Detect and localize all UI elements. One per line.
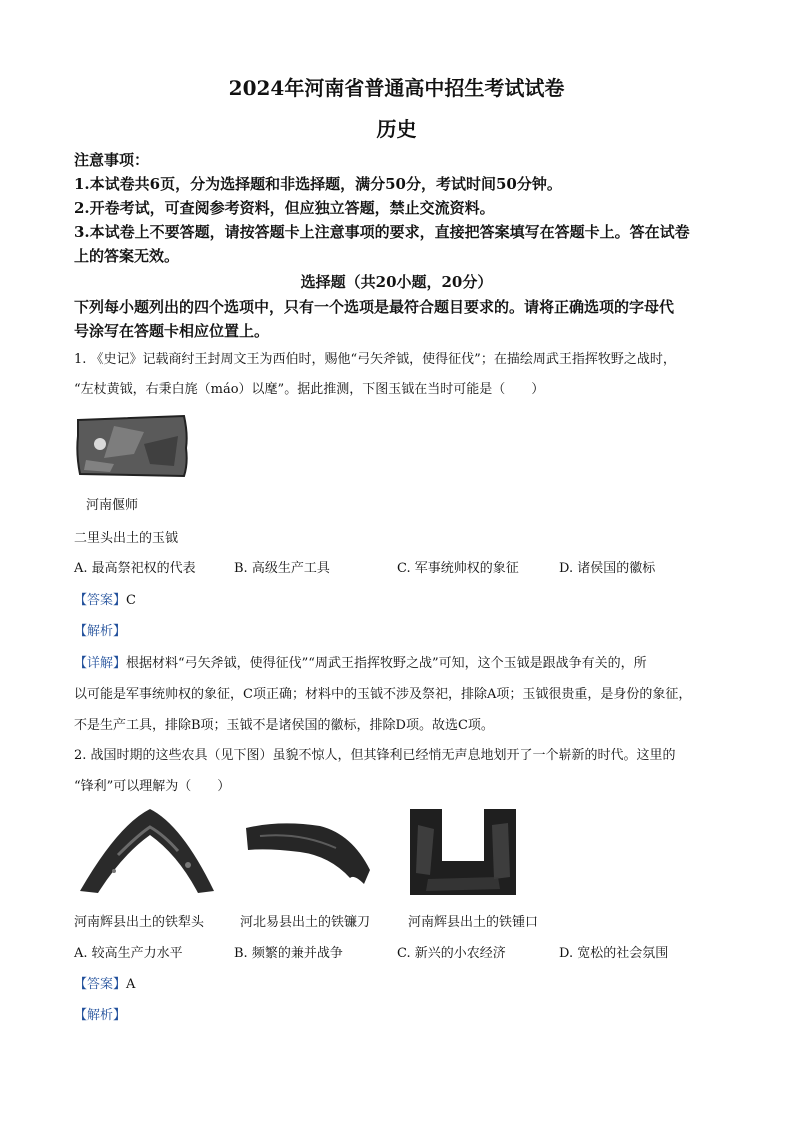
exam-title: 2024年河南省普通高中招生考试试卷: [228, 76, 565, 100]
q2-analysis-label: 【解析】: [74, 1008, 127, 1023]
q1-option-b[interactable]: B. 高级生产工具: [234, 561, 330, 576]
q1-option-a[interactable]: A. 最高祭祀权的代表: [74, 561, 196, 576]
q2-option-a[interactable]: A. 较高生产力水平: [74, 946, 183, 961]
subject-title: 历史: [376, 117, 417, 141]
answer-value: C: [126, 593, 136, 608]
q1-image-caption: 二里头出土的玉钺: [74, 531, 179, 546]
iron-sickle-image: [240, 818, 375, 890]
q1-stem: “左杖黄钺，右秉白旄（máo）以麾”。据此推测，下图玉钺在当时可能是（ ）: [74, 382, 545, 397]
jade-yue-image: [74, 414, 192, 480]
q2-stem: “锋利”可以理解为（ ）: [74, 779, 231, 794]
q2-option-d[interactable]: D. 宽松的社会氛围: [559, 946, 669, 961]
q1-answer: [74, 589, 136, 608]
notice-heading: 注意事项：: [74, 151, 150, 169]
section-instruction: 下列每小题列出的四个选项中，只有一个选项是最符合题目要求的。请将正确选项的字母代: [74, 298, 675, 316]
q1-detail: [74, 652, 647, 671]
q2-stem: 2. 战国时期的这些农具（见下图）虽貌不惊人，但其锋利已经悄无声息地划开了一个崭新的时代。这里的: [74, 748, 676, 763]
q1-image-caption: 河南偃师: [86, 498, 139, 513]
detail-text: 根据材料“弓矢斧钺，使得征伐”“周武王指挥牧野之战”可知，这个玉钺是跟战争有关的，所: [126, 656, 647, 671]
answer-label: 【答案】: [74, 977, 127, 992]
notice-item: 上的答案无效。: [74, 247, 180, 265]
q1-detail-line: 不是生产工具，排除B项；玉钺不是诸侯国的徽标，排除D项。故选C项。: [74, 718, 494, 733]
q2-image-caption: 河北易县出土的铁镰刀: [240, 915, 371, 930]
notice-item: 3.本试卷上不要答题，请按答题卡上注意事项的要求，直接把答案填写在答题卡上。答在试卷: [74, 223, 690, 241]
answer-value: A: [126, 977, 136, 992]
notice-item: 1.本试卷共6页，分为选择题和非选择题，满分50分，考试时间50分钟。: [74, 175, 562, 193]
q1-detail-line: 以可能是军事统帅权的象征，C项正确；材料中的玉钺不涉及祭祀，排除A项；玉钺很贵重，是身份的象征，: [74, 687, 692, 702]
q2-option-b[interactable]: B. 频繁的兼并战争: [234, 946, 343, 961]
q2-image-caption: 河南辉县出土的铁犁头: [74, 915, 205, 930]
section-title: 选择题（共20小题，20分）: [300, 273, 493, 291]
q1-stem: 1. 《史记》记载商纣王封周文王为西伯时，赐他“弓矢斧钺，使得征伐”；在描绘周武王指挥牧野之战时，: [74, 352, 676, 367]
q1-option-c[interactable]: C. 军事统帅权的象征: [397, 561, 519, 576]
iron-spade-head-image: [408, 805, 518, 897]
iron-plowshare-image: [78, 805, 218, 895]
q2-option-c[interactable]: C. 新兴的小农经济: [397, 946, 506, 961]
q2-image-caption: 河南辉县出土的铁锺口: [408, 915, 539, 930]
q1-analysis-label: 【解析】: [74, 624, 127, 639]
notice-item: 2.开卷考试，可查阅参考资料，但应独立答题，禁止交流资料。: [74, 199, 495, 217]
q1-option-d[interactable]: D. 诸侯国的徽标: [559, 561, 656, 576]
answer-label: 【答案】: [74, 593, 127, 608]
q2-answer: [74, 973, 135, 992]
detail-label: 【详解】: [74, 656, 127, 671]
section-instruction: 号涂写在答题卡相应位置上。: [74, 322, 270, 340]
